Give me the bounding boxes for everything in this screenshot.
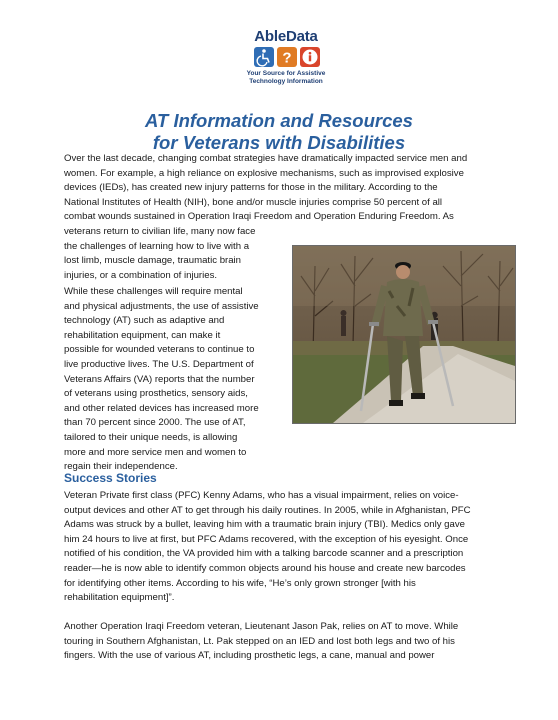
at-paragraph: While these challenges will require mental and physical adjustments, the use of assistive technology (AT) such as adaptive and rehabilitation equipment, can make it possible for wounded veterans to continue to live productive lives. The U.S. Department of Veterans Affairs (VA) reports that the number of veterans using prosthetics, sensory aids, and other related devices has increased more than 70 percent since 2000. The use of AT, tailored to their unique needs, is allowing more and more service men and women to regain their independence. (64, 286, 259, 473)
abledata-logo (246, 28, 326, 88)
wheelchair-icon (254, 47, 274, 67)
veteran-with-crutches-image (293, 246, 515, 423)
logo-tagline: Your Source for Assistive Technology Information (246, 70, 326, 85)
success-story-adams: Veteran Private first class (PFC) Kenny Adams, who has a visual impairment, relies on voice- output devices and other AT to get through his daily routines. In 2005, while in Afghanistan, PFC Adams was struck by a bullet, leaving him with a traumatic brain injury (TBI). Medics only gave him 24 hours to live at first, but PFC Adams recovered, with the exception of his eyesight. Once notified of his condition, the VA provided him with a talking barcode scanner and a prescription reader—he is now able to identify common objects around his house and create new barcodes for identifying other items. According to his wife, “He’s only grown stronger [with his rehabilitation equipment]”. (64, 490, 471, 604)
logo-icons (254, 47, 320, 67)
success-story-pak: Another Operation Iraqi Freedom veteran, Lieutenant Jason Pak, relies on AT to move. While touring in Southern Afghanistan, Lt. Pak stepped on an IED and lost both legs and two of his fingers. With the use of various AT, including prosthetic legs, a cane, manual and power (64, 621, 459, 662)
title-line-1: AT Information and Resources (145, 110, 413, 131)
veteran-photo (292, 245, 516, 424)
success-stories-heading: Success Stories (64, 471, 157, 485)
title-line-2: for Veterans with Disabilities (152, 132, 406, 153)
intro-paragraph: Over the last decade, changing combat strategies have dramatically impacted service men and women. For example, a high reliance on explosive mechanisms, such as improvised explosive devices (IEDs), has created new injury patterns for those in the military. According to the National Institutes of Health (NIH), bone and/or muscle injuries comprise 50 percent of all combat wounds sustained in Operation Iraqi Freedom and Operation Enduring Freedom. As veterans return to civilian life, many now face the challenges of learning how to live with a lost limb, muscle damage, traumatic brain injuries, or a combination of injuries. (64, 153, 468, 281)
logo-name: AbleData (254, 28, 318, 45)
svg-text:?: ? (282, 49, 292, 67)
info-icon (300, 47, 320, 67)
question-icon (277, 47, 297, 67)
page-title (0, 110, 558, 154)
